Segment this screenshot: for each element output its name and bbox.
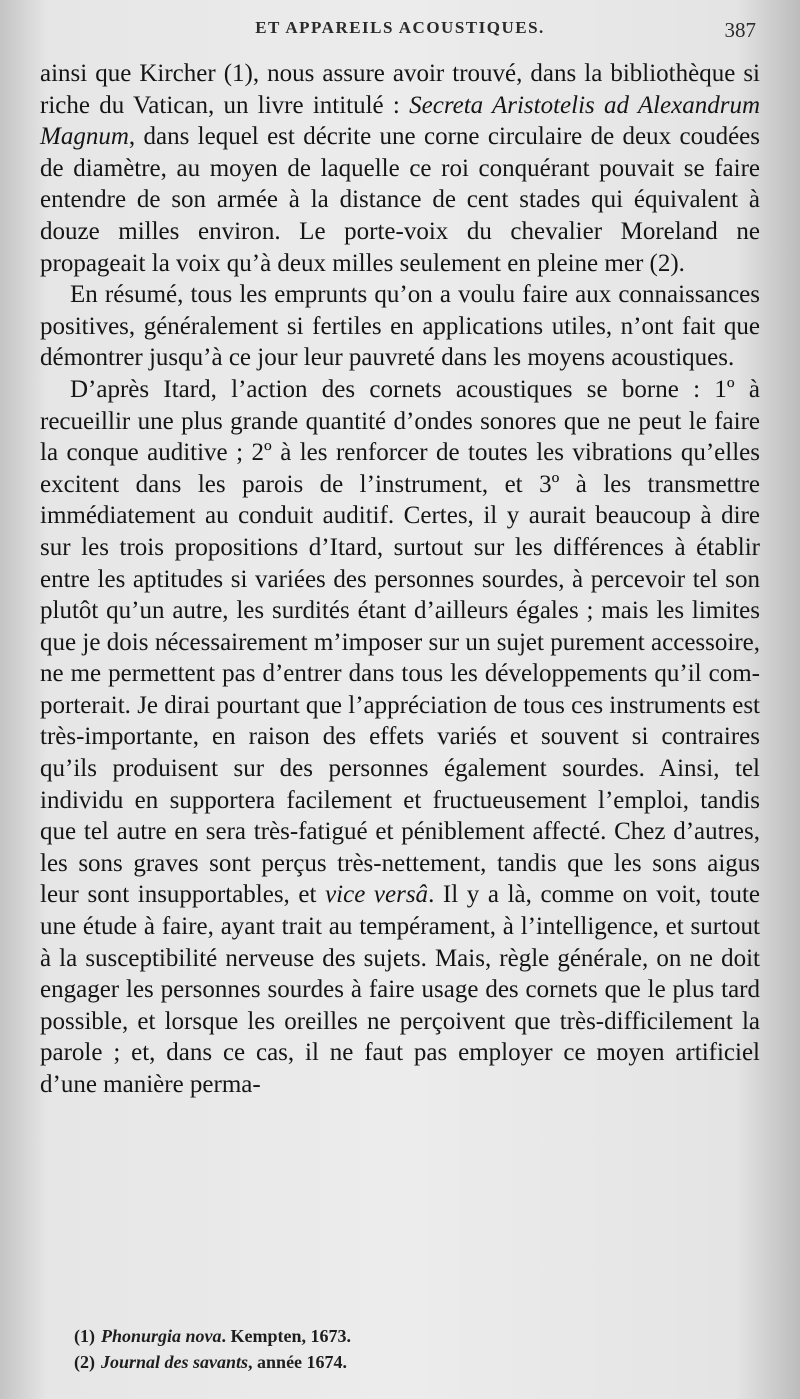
book-title: Secreta Aristotelis ad Alexandrum Magnum xyxy=(40,91,761,151)
latin-phrase: vice versâ xyxy=(325,881,429,909)
running-title: ET APPAREILS ACOUSTIQUES. xyxy=(255,18,545,37)
paragraph-text: . Il y a là, comme on voit, toute une étude à faire, ayant trait au tempérament, à l’intelligence, et surtout à la susceptibilité nerveuse des sujets. Mais, règle générale, on ne doit engager les personnes sourdes à faire usage des cornets que le plus tard possible, et lorsque les oreilles ne perçoivent que très-difficilement la parole ; et, dans ce cas, il ne faut pas employer ce moyen artificiel d’une manière perma- xyxy=(40,881,761,1098)
footnote-mark: (2) xyxy=(74,1352,95,1372)
footnote-mark: (1) xyxy=(74,1326,95,1346)
paragraph-text: ainsi que Kircher (1), nous assure avoir trouvé, dans la bibliothèque si riche du Vatican, un livre intitulé : xyxy=(40,60,760,119)
paragraph-2: En résumé, tous les emprunts qu’on a voulu faire aux connaissances positives, généralement si fertiles en applications utiles, n’ont fait que démontrer jusqu’à ce jour leur pauvreté dans les moyens acoustiques. xyxy=(40,281,760,372)
paragraph-1 xyxy=(40,58,760,279)
paragraph-3 xyxy=(40,374,760,1101)
footnote-title: Journal des savants xyxy=(101,1352,249,1372)
page-header xyxy=(40,18,760,48)
footnote-2 xyxy=(74,1349,764,1375)
paragraph-text: D’après Itard, l’action des cornets acoustiques se borne : 1º à recueillir une plus grande quantité d’ondes sonores que ne peut le faire la conque auditive ; 2º à les renforcer de toutes les vibrations qu’elles excitent dans les parois de l’instrument, et 3º à les transmettre immédiatement au conduit auditif. Certes, il y aurait beaucoup à dire sur les trois propositions d’Itard, surtout sur les différences à établir entre les aptitudes si variées des personnes sourdes, à percevoir tel son plutôt qu’un autre, les surdités étant d’ailleurs égales ; mais les limites que je dois nécessairement m’imposer sur un sujet purement accessoire, ne me permettent pas d’entrer dans tous les développements qu’il comporterait. Je dirai pourtant que l’appréciation de tous ces instruments est très-importante, en raison des effets variés et souvent si contraires qu’ils produisent sur des personnes également sourdes. Ainsi, tel individu en supportera facilement et fructueusement l’emploi, tandis que tel autre en sera très-fatigué et péniblement affecté. Chez d’autres, les sons graves sont perçus très-nettement, tandis que les sons aigus leur sont insupportables, et xyxy=(40,375,760,909)
footnote-title: Phonurgia nova xyxy=(101,1326,222,1346)
page-number: 387 xyxy=(724,18,756,42)
body-text xyxy=(40,58,760,1101)
paragraph-text: , dans lequel est décrite une corne circulaire de deux coudées de diamètre, au moyen de laquelle ce roi conquérant pouvait se faire entendre de son armée à la distance de cent stades qui équivalent à douze milles environ. Le porte-voix du chevalier Moreland ne propageait la voix qu’à deux milles seulement en pleine mer (2). xyxy=(40,123,760,277)
footnote-text: , année 1674. xyxy=(248,1352,348,1372)
footnotes xyxy=(74,1323,764,1375)
footnote-text: . Kempten, 1673. xyxy=(221,1326,352,1346)
footnote-1 xyxy=(74,1323,764,1349)
